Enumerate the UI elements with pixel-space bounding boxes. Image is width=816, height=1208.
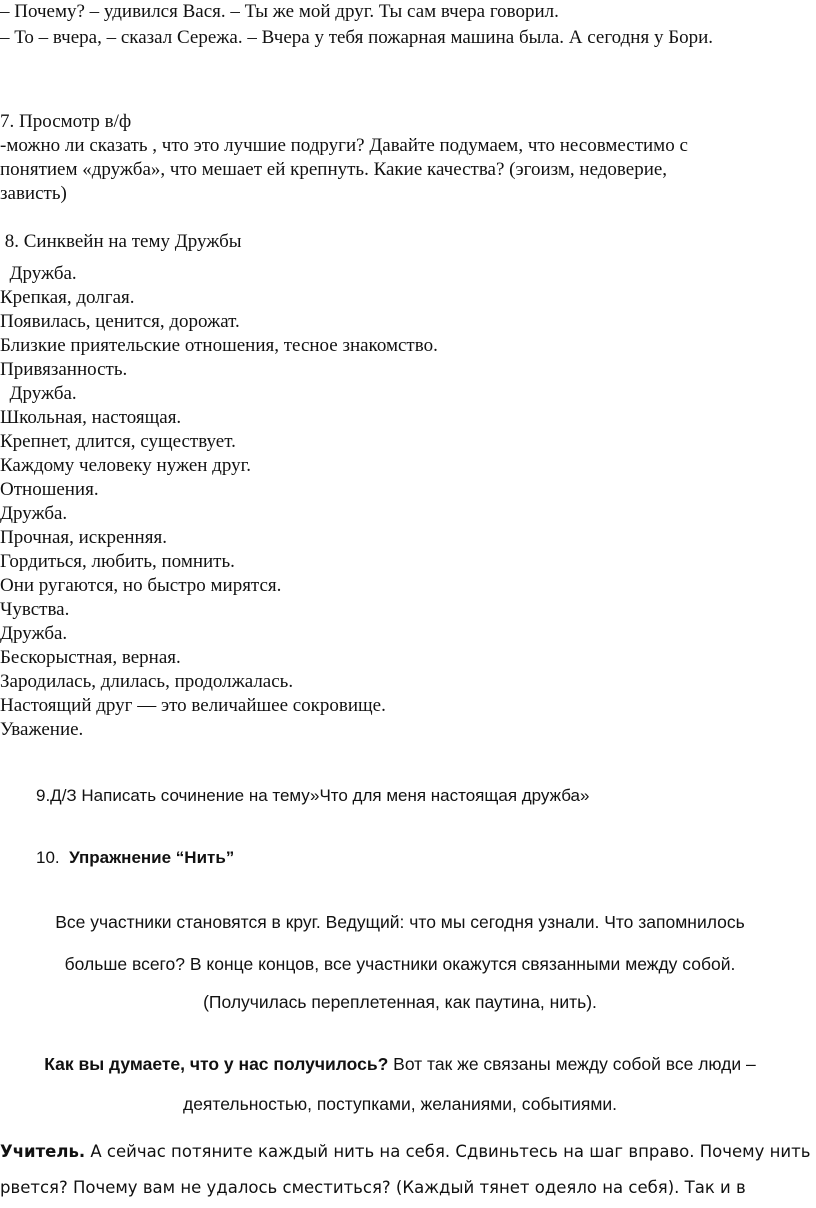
dialog-line-1: – Почему? – удивился Вася. – Ты же мой друг. Ты сам вчера говорил. — [0, 1, 559, 22]
section-7-line-1: -можно ли сказать , что это лучшие подруги? Давайте подумаем, что несовместимо с — [0, 135, 688, 156]
cinquain-line: Чувства. — [0, 599, 70, 620]
question-line-1 — [0, 1052, 800, 1076]
cinquain-line: Крепкая, долгая. — [0, 287, 135, 308]
cinquain-line: Зародилась, длилась, продолжалась. — [0, 671, 294, 692]
cinquain-line: Привязанность. — [0, 359, 128, 380]
exercise-number: 10. — [36, 848, 60, 867]
dialog-line-2: – То – вчера, – сказал Сережа. – Вчера у тебя пожарная машина была. А сегодня у Бори. — [0, 27, 714, 48]
cinquain-line: Дружба. — [0, 623, 68, 644]
cinquain-line: Уважение. — [0, 719, 84, 740]
section-7-line-2: понятием «дружба», что мешает ей крепнуть. Какие качества? (эгоизм, недоверие, — [0, 159, 668, 180]
cinquain-line: Дружба. — [0, 503, 68, 524]
cinquain-line: Каждому человеку нужен друг. — [0, 455, 251, 476]
section-8-heading: 8. Синквейн на тему Дружбы — [0, 231, 242, 252]
cinquain-line: Близкие приятельские отношения, тесное знакомство. — [0, 335, 438, 356]
exercise-paragraph-line-1: Все участники становятся в круг. Ведущий: что мы сегодня узнали. Что запомнилось — [55, 912, 745, 932]
cinquain-line: Появилась, ценится, дорожат. — [0, 311, 240, 332]
cinquain-line: Настоящий друг — это величайшее сокровище. — [0, 695, 386, 716]
question-rest: Вот так же связаны между собой все люди – — [388, 1054, 756, 1074]
exercise-paragraph-line-3: (Получилась переплетенная, как паутина, нить). — [203, 992, 597, 1012]
teacher-line-2: рвется? Почему вам не удалось сместиться? (Каждый тянет одеяло на себя). Так и в — [0, 1178, 746, 1197]
teacher-line-1-rest: А сейчас потяните каждый нить на себя. Сдвиньтесь на шаг вправо. Почему нить — [85, 1142, 811, 1161]
cinquain-line: Бескорыстная, верная. — [0, 647, 181, 668]
cinquain-line: Прочная, искренняя. — [0, 527, 167, 548]
section-7-heading: 7. Просмотр в/ф — [0, 111, 132, 132]
cinquain-line: Отношения. — [0, 479, 99, 500]
exercise-heading — [36, 846, 234, 870]
cinquain-line: Дружба. — [0, 383, 77, 404]
cinquain-line: Крепнет, длится, существует. — [0, 431, 236, 452]
cinquain-line: Гордиться, любить, помнить. — [0, 551, 235, 572]
homework-line: 9.Д/З Написать сочинение на тему»Что для меня настоящая дружба» — [36, 786, 590, 805]
teacher-label: Учитель. — [0, 1142, 86, 1161]
exercise-paragraph-line-2: больше всего? В конце концов, все участники окажутся связанными между собой. — [64, 954, 736, 974]
section-7-line-3: зависть) — [0, 183, 67, 204]
question-bold: Как вы думаете, что у нас получилось? — [44, 1054, 389, 1074]
cinquain-line: Дружба. — [0, 263, 77, 284]
exercise-title: Упражнение “Нить” — [69, 848, 235, 867]
teacher-line-1 — [0, 1140, 810, 1164]
cinquain-line: Они ругаются, но быстро мирятся. — [0, 575, 282, 596]
question-line-2: деятельностью, поступками, желаниями, событиями. — [182, 1094, 617, 1114]
cinquain-line: Школьная, настоящая. — [0, 407, 182, 428]
